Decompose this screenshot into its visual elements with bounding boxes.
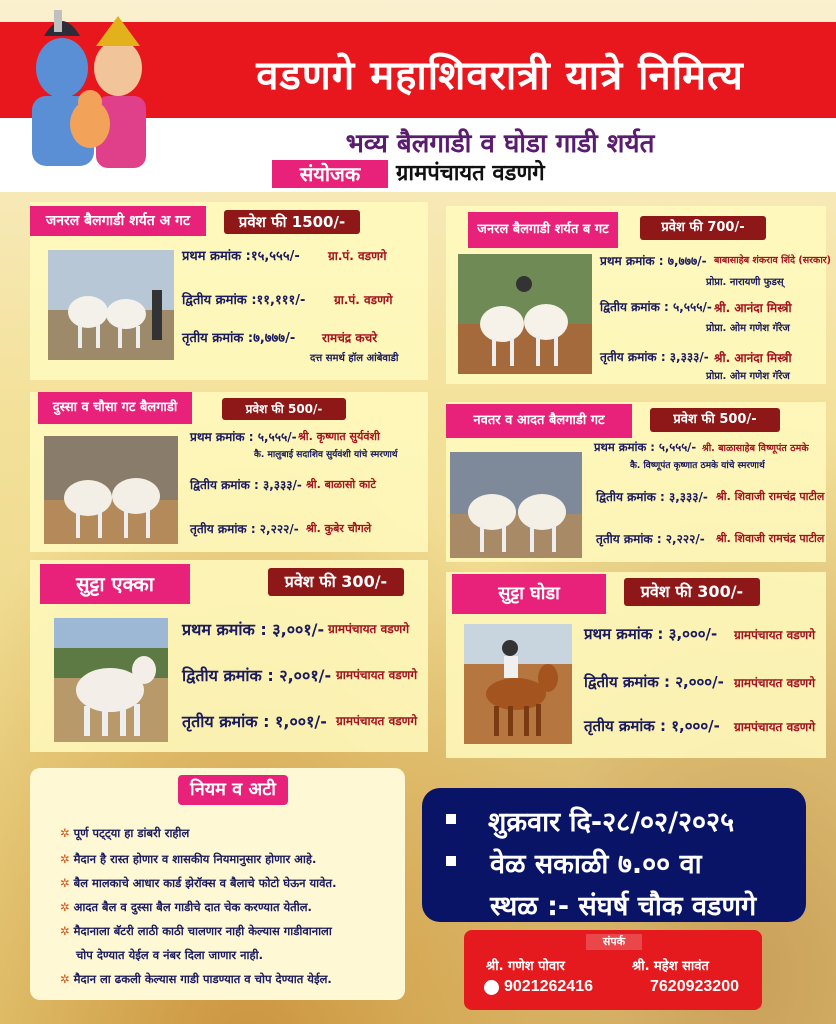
star-icon: ✲: [60, 876, 70, 890]
deity-illustration: [14, 6, 174, 176]
prize-1-winner: श्री. बाळासाहेब विष्णूपंत ठमके: [702, 443, 809, 454]
prize-2-rank: द्वितीय क्रमांक :११,१११/-: [182, 293, 306, 308]
horse-photo-sutta-ghoda: [464, 624, 572, 744]
race-title-sutta-ekka: सुट्टा एक्का: [40, 564, 190, 604]
sponsor-note: दत्त समर्थ हॉल आंबेवाडी: [310, 353, 399, 364]
prize-3-rank: तृतीय क्रमांक :७,७७७/-: [182, 331, 296, 346]
star-icon: ✲: [60, 826, 70, 840]
contact-phone-1[interactable]: 9021262416: [504, 978, 593, 995]
prize-2-winner: ग्रामपंचायत वडणगे: [336, 668, 418, 682]
prize-1-rank: प्रथम क्रमांक : ३,०००/-: [584, 625, 718, 643]
rule-item-continued: चोप देण्यात येईल व नंबर दिला जाणार नाही.: [76, 948, 263, 962]
prize-3-winner: ग्रामपंचायत वडणगे: [336, 714, 418, 728]
contact-phone-2[interactable]: 7620923200: [650, 978, 739, 995]
rule-item: ✲ मैदान है रास्त होणार व शासकीय नियमानुसार होणार आहे.: [60, 852, 317, 866]
poster-subtitle: भव्य बैलगाडी व घोडा गाडी शर्यत: [345, 129, 655, 159]
entry-fee-sutta-ghoda: प्रवेश फी 300/-: [624, 578, 760, 606]
bull-race-photo-general-b: [458, 254, 592, 374]
race-title-navtar-aadat: नवतर व आदत बैलगाडी गट: [446, 404, 632, 438]
star-icon: ✲: [60, 924, 70, 938]
rule-item: ✲ पूर्ण पट्ट्या हा डांबरी राहील: [60, 826, 190, 840]
prize-2-rank: द्वितीय क्रमांक : २,०००/-: [584, 673, 724, 691]
prize-3-rank: तृतीय क्रमांक : १,०००/-: [584, 717, 720, 735]
rule-item: ✲ मैदान ला ढकली केल्यास गाडी पाडण्यात व चोप देण्यात येईल.: [60, 972, 332, 986]
sponsor-note: प्रोप्रा. ओम गणेश गॅरेज: [706, 371, 790, 382]
star-icon: ✲: [60, 900, 70, 914]
rules-title: नियम व अटी: [178, 775, 288, 805]
prize-3-rank: तृतीय क्रमांक : १,००१/-: [182, 712, 327, 731]
sponsor-note: प्रोप्रा. ओम गणेश गॅरेज: [706, 323, 790, 334]
prize-1-winner: ग्रामपंचायत वडणगे: [328, 622, 410, 636]
star-icon: ✲: [60, 852, 70, 866]
prize-3-winner: श्री. कुबेर चौगले: [306, 522, 372, 535]
rule-item: ✲ मैदानाला बॅटरी लाठी काठी चालणार नाही केल्यास गाडीवानाला: [60, 924, 332, 938]
prize-3-rank: तृतीय क्रमांक : ३,३३३/-: [600, 350, 709, 364]
prize-3-winner: श्री. शिवाजी रामचंद्र पाटील: [716, 532, 825, 545]
star-icon: ✲: [60, 972, 70, 986]
prize-2-rank: द्वितीय क्रमांक : २,००१/-: [182, 666, 332, 685]
prize-1-rank: प्रथम क्रमांक : ५,५५५/-: [594, 440, 697, 454]
bullet-icon: [446, 856, 456, 866]
prize-3-winner: रामचंद्र कचरे: [322, 331, 378, 345]
prize-3-rank: तृतीय क्रमांक : २,२२२/-: [190, 522, 299, 536]
rule-item: ✲ बैल मालकाचे आधार कार्ड झेरॉक्स व बैलाचे फोटो घेऊन यावेत.: [60, 876, 337, 890]
bull-race-photo-navtar-aadat: [450, 452, 582, 558]
prize-2-winner: श्री. आनंदा मिस्त्री: [714, 301, 792, 315]
prize-3-rank: तृतीय क्रमांक : २,२२२/-: [596, 532, 705, 546]
whatsapp-icon: [484, 980, 499, 995]
race-title-general-b: जनरल बैलगाडी शर्यत ब गट: [468, 212, 618, 248]
sponsor-note: कै. मालुबाई सदाशिव सुर्यवंशी यांचे स्मरणार्थ: [254, 450, 398, 460]
sponsor-note: कै. विष्णूपंत कृष्णात ठमके यांचे स्मरणार्थ: [630, 461, 765, 471]
prize-3-winner: श्री. आनंदा मिस्त्री: [714, 351, 792, 365]
sponsor-note: प्रोप्रा. नारायणी फुडस्: [706, 277, 784, 288]
prize-1-winner: श्री. कृष्णात सुर्यवंशी: [298, 430, 380, 443]
prize-1-winner: बाबासाहेब शंकराव शिंदे (सरकार): [714, 255, 832, 266]
organizer-label: संयोजक: [272, 160, 388, 188]
organizer-name: ग्रामपंचायत वडणगे: [396, 161, 545, 186]
contact-label: संपर्क: [586, 934, 642, 950]
entry-fee-general-a: प्रवेश फी 1500/-: [224, 210, 360, 234]
event-date: शुक्रवार दि-२८/०२/२०२५: [488, 807, 735, 838]
prize-2-rank: द्वितीय क्रमांक : ३,३३३/-: [596, 490, 708, 504]
bull-race-photo-dussa-chausa: [44, 436, 178, 544]
contact-name-2: श्री. महेश सावंत: [632, 959, 709, 974]
prize-2-winner: ग्रामपंचायत वडणगे: [734, 676, 816, 690]
bullet-icon: [446, 814, 456, 824]
prize-2-rank: द्वितीय क्रमांक : ५,५५५/-: [600, 300, 712, 314]
contact-name-1: श्री. गणेश पोवार: [486, 959, 565, 974]
entry-fee-navtar-aadat: प्रवेश फी 500/-: [650, 408, 780, 432]
prize-1-rank: प्रथम क्रमांक :१५,५५५/-: [182, 249, 300, 264]
poster-title: वडणगे महाशिवरात्री यात्रे निमित्य: [256, 53, 744, 99]
entry-fee-general-b: प्रवेश फी 700/-: [640, 216, 766, 240]
rule-item: ✲ आदत बैल व दुस्सा बैल गाडीचे दात चेक करण्यात येतील.: [60, 900, 312, 914]
prize-1-rank: प्रथम क्रमांक : ३,००१/-: [182, 620, 325, 639]
bull-photo-sutta-ekka: [54, 618, 168, 742]
prize-1-rank: प्रथम क्रमांक : ५,५५५/-: [190, 430, 297, 444]
race-title-general-a: जनरल बैलगाडी शर्यत अ गट: [30, 206, 206, 236]
event-venue: स्थळ :- संघर्ष चौक वडणगे: [490, 891, 757, 922]
entry-fee-dussa-chausa: प्रवेश फी 500/-: [222, 398, 346, 420]
bull-race-photo-general-a: [48, 250, 174, 360]
race-title-sutta-ghoda: सुट्टा घोडा: [452, 574, 606, 614]
prize-2-winner: ग्रा.पं. वडणगे: [334, 293, 393, 307]
entry-fee-sutta-ekka: प्रवेश फी 300/-: [268, 568, 404, 596]
prize-2-rank: द्वितीय क्रमांक : ३,३३३/-: [190, 478, 302, 492]
prize-1-winner: ग्रामपंचायत वडणगे: [734, 628, 816, 642]
prize-2-winner: श्री. बाळासो काटे: [306, 478, 376, 491]
prize-1-winner: ग्रा.पं. वडणगे: [328, 249, 387, 263]
prize-1-rank: प्रथम क्रमांक : ७,७७७/-: [600, 254, 707, 268]
prize-2-winner: श्री. शिवाजी रामचंद्र पाटील: [716, 490, 825, 503]
race-title-dussa-chausa: दुस्सा व चौसा गट बैलगाडी: [38, 392, 192, 424]
prize-3-winner: ग्रामपंचायत वडणगे: [734, 720, 816, 734]
event-time: वेळ सकाळी ७.०० वा: [490, 849, 702, 880]
